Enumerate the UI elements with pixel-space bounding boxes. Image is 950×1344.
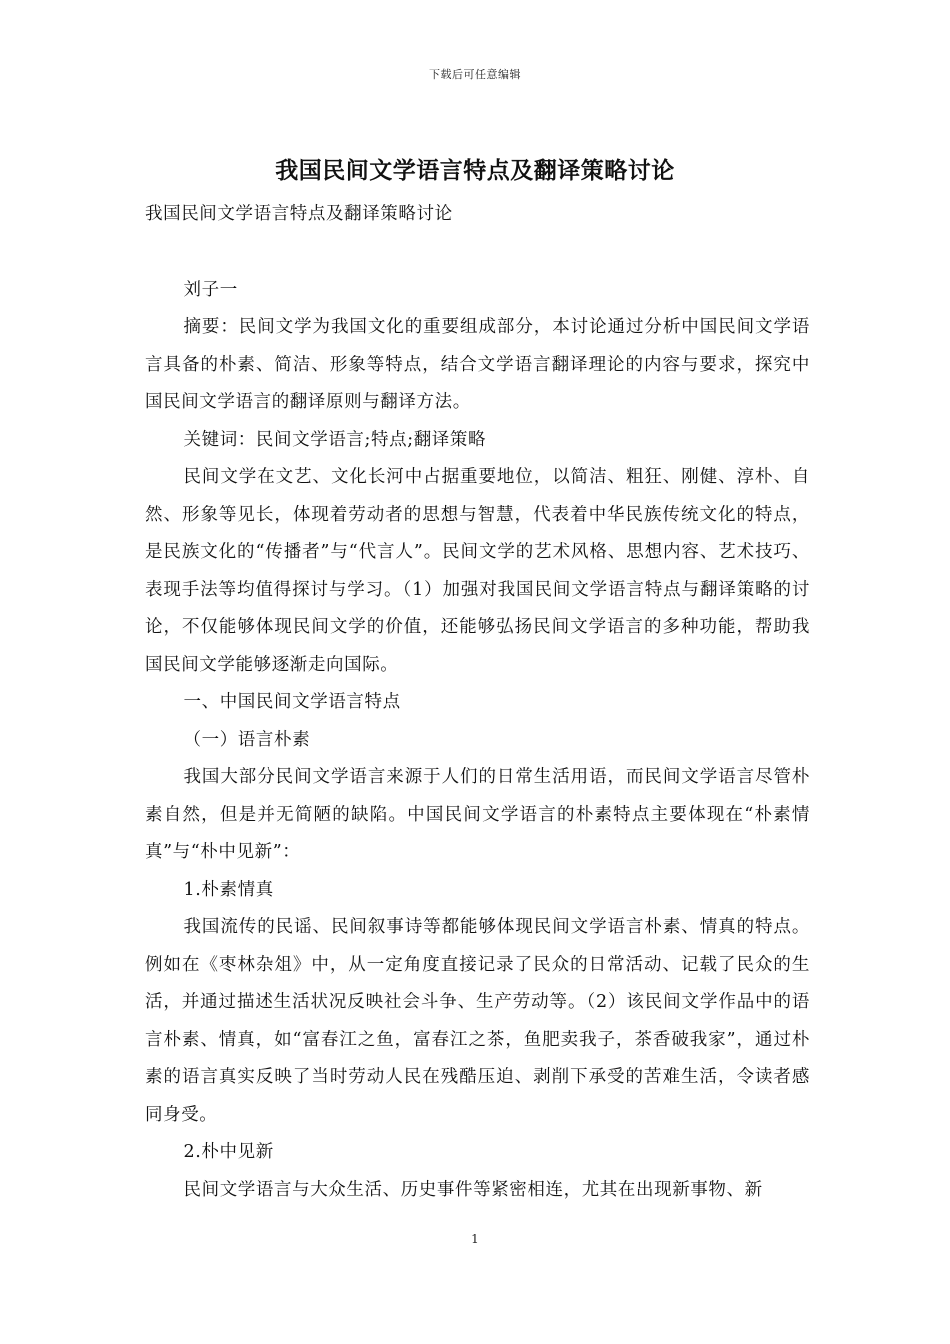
subsection-heading: （一）语言朴素 <box>183 729 311 750</box>
abstract-paragraph: 摘要：民间文学为我国文化的重要组成部分，本讨论通过分析中国民间文学语言具备的朴素、简洁、形象等特点，结合文学语言翻译理论的内容与要求，探究中国民间文学语言的翻译原则与翻译方法。 <box>145 317 810 412</box>
intro-paragraph: 民间文学在文艺、文化长河中占据重要地位，以简洁、粗狂、刚健、淳朴、自然、形象等见长，体现着劳动者的思想与智慧，代表着中华民族传统文化的特点，是民族文化的“传播者”与“代言人”。民间文学的艺术风格、思想内容、艺术技巧、表现手法等均值得探讨与学习。（1）加强对我国民间文学语言特点与翻译策略的讨论，不仅能够体现民间文学的价值，还能够弘扬民间文学语言的多种功能，帮助我国民间文学能够逐渐走向国际。 <box>145 467 810 675</box>
point-heading: 1.朴素情真 <box>183 879 274 900</box>
document-body <box>145 196 810 1209</box>
point-heading: 2.朴中见新 <box>183 1142 274 1162</box>
section-heading: 一、中国民间文学语言特点 <box>183 692 401 712</box>
page-header: 下载后可任意编辑 <box>429 68 521 81</box>
body-paragraph: 我国大部分民间文学语言来源于人们的日常生活用语，而民间文学语言尽管朴素自然，但是并无简陋的缺陷。中国民间文学语言的朴素特点主要体现在“朴素情真”与“朴中见新”： <box>145 767 810 862</box>
document-subtitle: 我国民间文学语言特点及翻译策略讨论 <box>145 204 453 224</box>
body-paragraph: 我国流传的民谣、民间叙事诗等都能够体现民间文学语言朴素、情真的特点。例如在《枣林杂俎》中，从一定角度直接记录了民众的日常活动、记载了民众的生活，并通过描述生活状况反映社会斗争、生产劳动等。（2）该民间文学作品中的语言朴素、情真，如“富春江之鱼，富春江之茶，鱼肥卖我子，茶香破我家”，通过朴素的语言真实反映了当时劳动人民在残酷压迫、剥削下承受的苦难生活，令读者感同身受。 <box>145 917 810 1125</box>
author-name: 刘子一 <box>183 279 238 300</box>
body-paragraph: 民间文学语言与大众生活、历史事件等紧密相连，尤其在出现新事物、新 <box>183 1179 763 1200</box>
page-number: 1 <box>471 1232 479 1246</box>
document-title: 我国民间文学语言特点及翻译策略讨论 <box>275 157 675 184</box>
keywords-line: 关键词：民间文学语言;特点;翻译策略 <box>183 429 487 450</box>
